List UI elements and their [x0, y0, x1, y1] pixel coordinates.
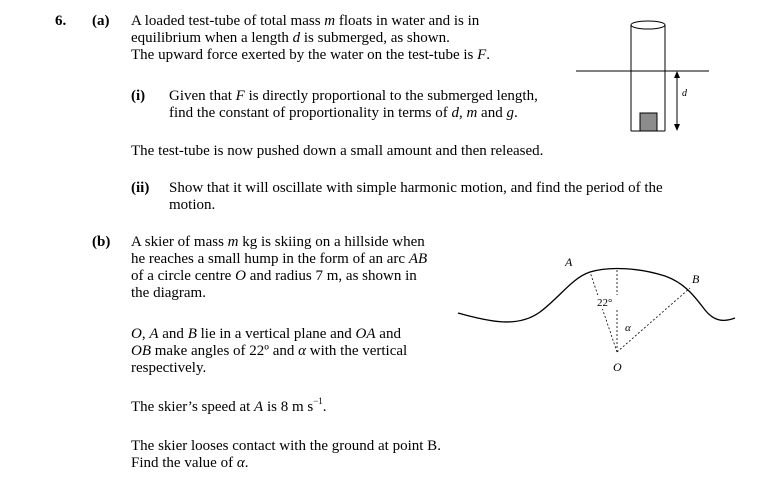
radius-OB	[617, 288, 690, 352]
part-a-intro-line1: A loaded test-tube of total mass m floats in water and is in	[131, 13, 480, 29]
part-b-para1-line1: A skier of mass m kg is skiing on a hillside when	[131, 234, 425, 250]
part-a-intro-line2: equilibrium when a length d is submerged, as shown.	[131, 30, 450, 46]
sub-i-label: (i)	[131, 88, 146, 104]
radius-OA	[590, 272, 617, 352]
sub-ii-label: (ii)	[131, 180, 150, 196]
speed-text: The skier’s speed at A is 8 m $s^{-1}$.	[131, 396, 327, 415]
sub-i-line1: Given that F is directly proportional to the submerged length,	[169, 88, 538, 104]
label-O: O	[613, 360, 622, 374]
contact-line2: Find the value of α.	[131, 455, 249, 471]
question-number: 6.	[55, 13, 67, 29]
sub-ii-line2: motion.	[169, 197, 216, 213]
angle-alpha-label: α	[625, 322, 631, 334]
part-b-para2-line2: OB make angles of 22º and α with the vertical	[131, 343, 408, 359]
pushed-down-text: The test-tube is now pushed down a small amount and then released.	[131, 143, 544, 159]
label-A: A	[565, 255, 573, 269]
length-label-d: d	[682, 88, 687, 99]
part-a-label: (a)	[92, 13, 110, 29]
angle-22-label: 22°	[597, 297, 613, 309]
label-B: B	[692, 272, 700, 286]
part-b-label: (b)	[92, 234, 111, 250]
part-b-para2-line3: respectively.	[131, 360, 207, 376]
part-b-para2-line1: O, A and B lie in a vertical plane and OA and	[131, 326, 401, 342]
sub-i-line2: find the constant of proportionality in terms of d, m and g.	[169, 105, 518, 121]
part-b-para1-line4: the diagram.	[131, 285, 206, 301]
part-a-intro-line3: The upward force exerted by the water on the test-tube is F.	[131, 47, 491, 63]
sub-ii-line1: Show that it will oscillate with simple harmonic motion, and find the period of the	[169, 180, 663, 196]
part-b-para1-line2: he reaches a small hump in the form of an arc AB	[131, 251, 428, 267]
part-b-para1-line3: of a circle centre O and radius 7 m, as shown in	[131, 268, 417, 284]
contact-line1: The skier looses contact with the ground at point B.	[131, 438, 441, 454]
